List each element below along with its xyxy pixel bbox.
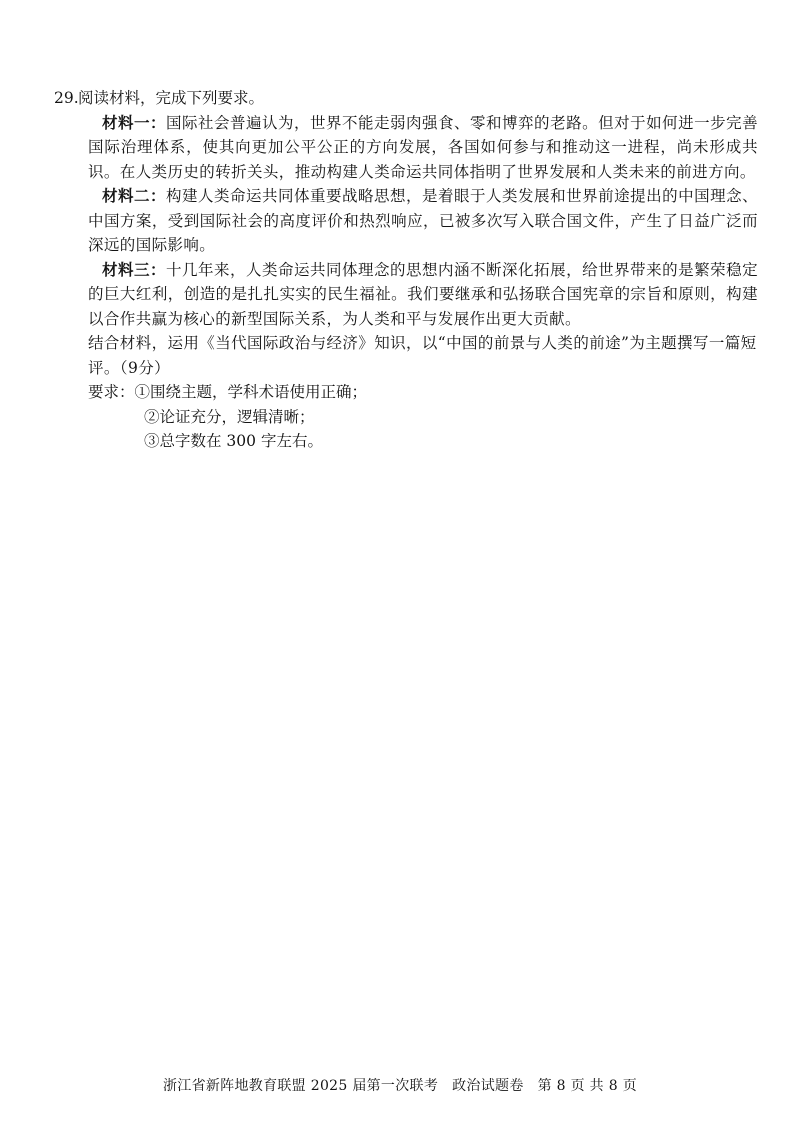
material-label: 材料一： [102,112,167,132]
material-label: 材料二： [102,186,167,205]
requirement-item: ①围绕主题，学科术语使用正确； [134,383,368,401]
material-3 [88,258,758,332]
material-text: 国际社会普遍认为，世界不能走弱肉强食、零和博弈的老路。但对于如何进一步完善国际治理体系，使其向更加公平公正的方向发展，各国如何参与和推动这一进程，尚未形成共识。在人类历史的转折关头，推动构建人类命运共同体指明了世界发展和人类未来的前进方向。 [88,113,758,181]
material-label: 材料三： [102,259,167,279]
footer-paper-name: 政治试题卷 [452,1078,524,1094]
requirement-item: ③总字数在 300 字左右。 [144,432,323,450]
requirement-item: ②论证充分，逻辑清晰； [144,407,315,426]
question-header [54,86,758,111]
footer-page-number: 第 8 页 共 8 页 [537,1078,637,1094]
requirements-label: 要求： [88,383,135,401]
question-29 [54,86,758,454]
page-footer [0,1075,800,1095]
material-1 [88,111,758,185]
requirements-block [88,380,758,454]
task-instruction: 结合材料，运用《当代国际政治与经济》知识，以“中国的前景与人类的前途”为主题撰写一篇短评。（9分） [88,334,757,377]
material-text: 构建人类命运共同体重要战略思想，是着眼于人类发展和世界前途提出的中国理念、中国方案，受到国际社会的高度评价和热烈响应，已被多次写入联合国文件，产生了日益广泛而深远的国际影响。 [88,187,758,254]
footer-exam-name: 浙江省新阵地教育联盟 2025 届第一次联考 [162,1078,439,1094]
question-number: 29. [54,89,79,107]
material-2 [88,184,758,258]
requirement-line [88,380,758,405]
question-prompt: 阅读材料，完成下列要求。 [78,89,265,107]
material-text: 十几年来，人类命运共同体理念的思想内涵不断深化拓展，给世界带来的是繁荣稳定的巨大红利，创造的是扎扎实实的民生福祉。我们要继承和弘扬联合国宪章的宗旨和原则，构建以合作共赢为核心的新型国际关系，为人类和平与发展作出更大贡献。 [88,260,758,328]
